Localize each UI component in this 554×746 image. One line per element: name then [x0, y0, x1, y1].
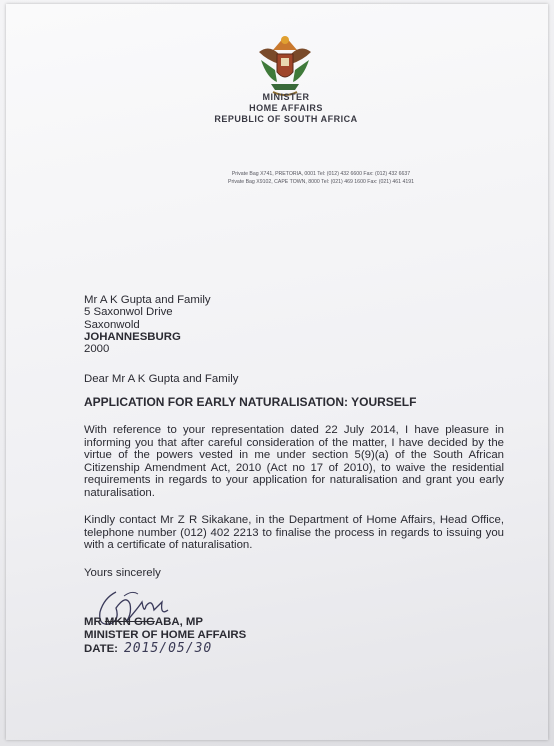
- letterhead-minister: MINISTER: [262, 92, 310, 102]
- date-label: DATE:: [84, 643, 118, 655]
- signatory-name: [84, 616, 246, 629]
- signatory-name-overwritten: MKN GIG: [104, 616, 155, 628]
- date-value: 2015/05/30: [123, 641, 213, 656]
- letterhead-address-pretoria: Private Bag X741, PRETORIA, 0001 Tel: (012) 432 6600 Fax: (012) 432 6637: [231, 171, 411, 177]
- body-paragraph-2: Kindly contact Mr Z R Sikakane, in the Department of Home Affairs, Head Office, telephone number (012) 402 2213 to finalise the process in regards to issuing you with a certificate of naturalisation.: [84, 514, 504, 552]
- recipient-name: Mr A K Gupta and Family: [84, 294, 211, 306]
- signatory-name-rest: ABA, MP: [154, 616, 203, 628]
- recipient-postcode: 2000: [84, 343, 110, 356]
- signature-date: [84, 642, 246, 656]
- recipient-street: 5 Saxonwol Drive: [84, 306, 173, 319]
- letterhead-address-cape-town: Private Bag X9102, CAPE TOWN, 8000 Tel: (021) 469 1600 Fax: (021) 461 4191: [228, 179, 414, 185]
- body-paragraph-1: With reference to your representation dated 22 July 2014, I have pleasure in informing you that after careful consideration of the matter, I have decided by the virtue of the powers vested in me under section 5(9)(a) of the South African Citizenship Amendment Act, 2010 (Act no 17 of 2010), to waive the residential requirements in regards to your application for naturalisation and grant you early naturalisation.: [84, 424, 504, 499]
- closing: Yours sincerely: [84, 567, 161, 579]
- signatory-title: MINISTER OF HOME AFFAIRS: [84, 629, 247, 641]
- signature-block: [84, 616, 246, 656]
- recipient-suburb: Saxonwold: [84, 318, 140, 331]
- recipient-city: JOHANNESBURG: [84, 330, 181, 343]
- letter-page: [6, 4, 548, 740]
- letterhead-department: HOME AFFAIRS: [249, 103, 323, 113]
- letterhead-republic: REPUBLIC OF SOUTH AFRICA: [214, 114, 358, 124]
- recipient-address: [84, 294, 211, 355]
- signatory-prefix: MR: [84, 616, 102, 628]
- subject-line: APPLICATION FOR EARLY NATURALISATION: YOURSELF: [84, 395, 417, 409]
- salutation: Dear Mr A K Gupta and Family: [84, 373, 239, 385]
